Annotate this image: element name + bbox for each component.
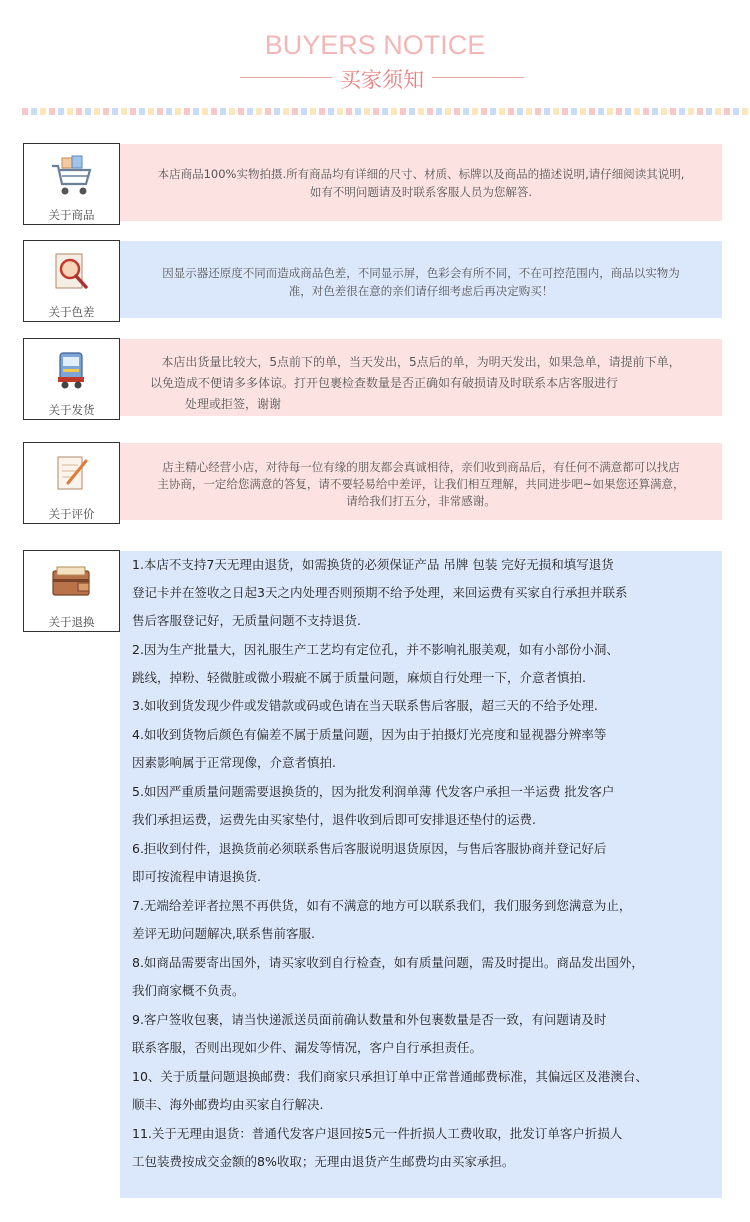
decorative-stripe xyxy=(22,108,750,115)
policy-line: 2.因为生产批量大，因礼服生产工艺均有定位孔，并不影响礼服美观，如有小部份小洞、 xyxy=(132,642,619,657)
section-label-color: 关于色差 xyxy=(48,305,95,319)
notice-text-line: 主协商，一定给您满意的答复，请不要轻易给中差评，让我们相互理解，共同进步吧~如果您还算满意， xyxy=(157,477,685,491)
policy-line: 我们承担运费，运费先由买家垫付，退件收到后即可安排退还垫付的运费. xyxy=(132,812,536,827)
notice-text-line: 本店出货量比较大，5点前下的单，当天发出，5点后的单，为明天发出，如果急单，请提前下单， xyxy=(161,355,681,369)
policy-line: 3.如收到货发现少件或发错款或码或色请在当天联系售后客服，超三天的不给予处理. xyxy=(132,698,598,713)
notice-text-line: 准，对色差很在意的亲们请仔细考虑后再决定购买！ xyxy=(288,284,554,298)
truck-icon xyxy=(48,349,94,393)
notice-text-line: 以免造成不便请多多体谅。打开包裹检查数量是否正确如有破损请及时联系本店客服进行 xyxy=(150,376,619,390)
icon-box-shipping xyxy=(23,338,120,420)
notice-text-line: 请给我们打五分，非常感谢。 xyxy=(346,494,496,508)
notice-text-line: 处理或拒签，谢谢 xyxy=(185,397,282,411)
policy-line: 登记卡并在签收之日起3天之内处理否则预期不给予处理，来回运费有买家自行承担并联系 xyxy=(132,585,628,600)
policy-line: 6.拒收到付件，退换货前必须联系售后客服说明退货原因，与售后客服协商并登记好后 xyxy=(132,841,607,856)
notice-panel-products xyxy=(120,144,722,221)
wallet-icon xyxy=(48,561,94,605)
notice-text-line: 本店商品100%实物拍摄.所有商品均有详细的尺寸、材质、标牌以及商品的描述说明,请仔细阅读其说明, xyxy=(157,167,685,181)
shopping-cart-icon xyxy=(48,154,94,198)
magnifier-icon xyxy=(48,251,94,295)
policy-line: 10、关于质量问题退换邮费：我们商家只承担订单中正常普通邮费标准，其偏远区及港澳台、 xyxy=(132,1069,648,1084)
section-label-products: 关于商品 xyxy=(48,208,95,222)
page-title-row xyxy=(0,64,750,92)
page-title-en: BUYERS NOTICE xyxy=(264,30,486,60)
notice-text-line: 如有不明问题请及时联系客服人员为您解答. xyxy=(309,185,533,199)
policy-line: 5.如因严重质量问题需要退换货的，因为批发利润单薄 代发客户承担一半运费 批发客户 xyxy=(132,784,615,799)
title-divider-left xyxy=(240,77,332,78)
policy-line: 联系客服，否则出现如少件、漏发等情况，客户自行承担责任。 xyxy=(132,1040,483,1055)
policy-line: 差评无助问题解决,联系售前客服. xyxy=(132,926,315,941)
policy-line: 跳线，掉粉、轻微脏或微小瑕疵不属于质量问题，麻烦自行处理一下，介意者慎拍. xyxy=(132,670,586,685)
returns-policy-panel xyxy=(120,551,722,1198)
policy-line: 4.如收到货物后颜色有偏差不属于质量问题，因为由于拍摄灯光亮度和显视器分辨率等 xyxy=(132,727,607,742)
section-label-shipping: 关于发货 xyxy=(48,403,95,417)
policy-line: 11.关于无理由退货：普通代发客户退回按5元一件折损人工费收取，批发订单客户折损人 xyxy=(132,1126,623,1141)
policy-line: 即可按流程申请退换货. xyxy=(132,869,261,884)
page-title-cn: 买家须知 xyxy=(340,68,424,92)
notice-text-line: 因显示器还原度不同而造成商品色差，不同显示屏，色彩会有所不同，不在可控范围内，商品以实物为 xyxy=(162,266,680,280)
icon-box-products xyxy=(23,143,120,225)
policy-line: 顺丰、海外邮费均由买家自行解决. xyxy=(132,1097,324,1112)
icon-box-returns xyxy=(23,550,120,632)
notice-text-line: 店主精心经营小店，对待每一位有缘的朋友都会真诚相待，亲们收到商品后，有任何不满意都可以找店 xyxy=(162,460,680,474)
policy-line: 因素影响属于正常现像，介意者慎拍. xyxy=(132,755,336,770)
policy-line: 1.本店不支持7天无理由退货，如需换货的必须保证产品 吊牌 包装 完好无损和填写退货 xyxy=(132,557,614,572)
policy-line: 工包装费按成交金额的8%收取；无理由退货产生邮费均由买家承担。 xyxy=(132,1154,515,1169)
icon-box-reviews xyxy=(23,442,120,524)
title-divider-right xyxy=(432,77,524,78)
policy-line: 我们商家概不负责。 xyxy=(132,983,245,998)
section-label-reviews: 关于评价 xyxy=(48,507,95,521)
policy-line: 售后客服登记好，无质量问题不支持退货. xyxy=(132,613,361,628)
policy-line: 8.如商品需要寄出国外，请买家收到自行检查，如有质量问题，需及时提出。商品发出国外， xyxy=(132,955,644,970)
notice-panel-reviews xyxy=(120,443,722,520)
policy-line: 9.客户签收包裹，请当快递派送员面前确认数量和外包裹数量是否一致，有问题请及时 xyxy=(132,1012,607,1027)
notice-panel-color xyxy=(120,241,722,318)
policy-line: 7.无端给差评者拉黑不再供货，如有不满意的地方可以联系我们，我们服务到您满意为止， xyxy=(132,898,632,913)
section-label-returns: 关于退换 xyxy=(48,615,95,629)
notice-panel-shipping xyxy=(120,339,722,416)
pen-paper-icon xyxy=(48,453,94,497)
icon-box-color xyxy=(23,240,120,322)
